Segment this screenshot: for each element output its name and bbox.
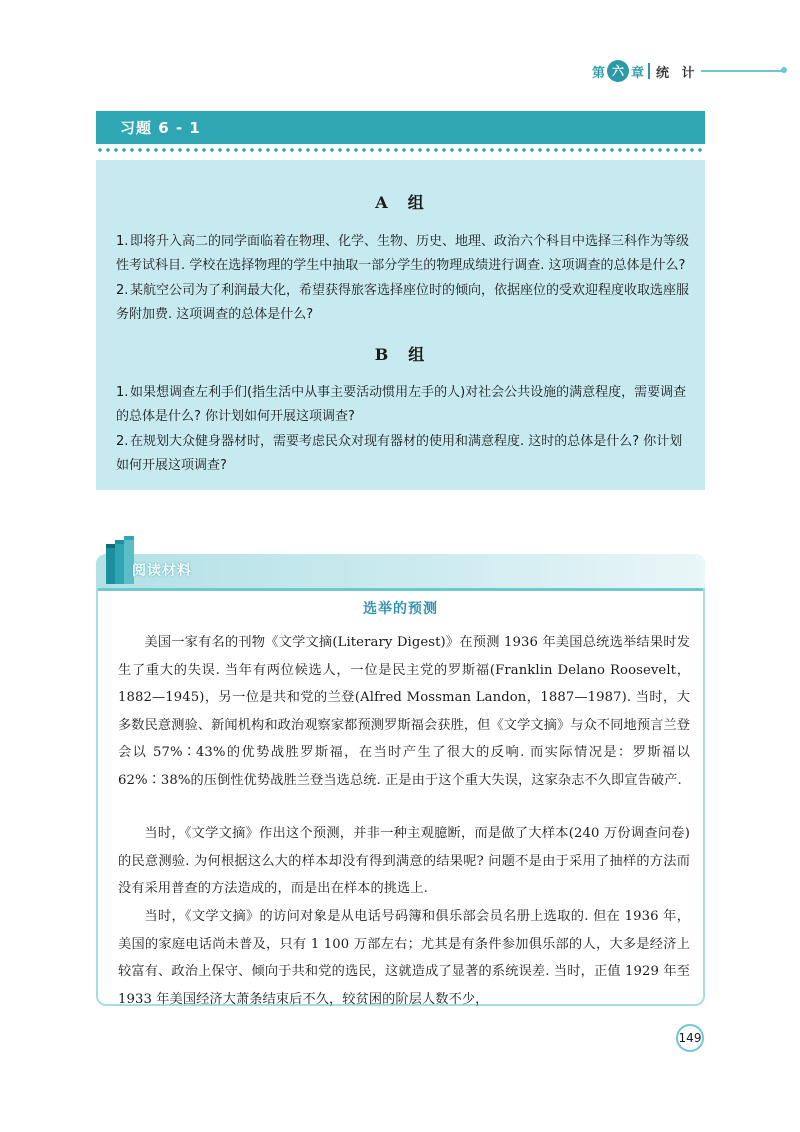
- group-b-question-1: 1. 如果想调查左利手们(指生活中从事主要活动惯用左手的人)对社会公共设施的满意程度，需要调查的总体是什么? 你计划如何开展这项调查?: [116, 385, 687, 424]
- group-b-question-2: 2. 在规划大众健身器材时，需要考虑民众对现有器材的使用和满意程度. 这时的总体是什么? 你计划如何开展这项调查?: [116, 434, 683, 473]
- chapter-number-badge: 六: [607, 60, 629, 82]
- reading-paragraph-2: 当时，《文学文摘》作出这个预测，并非一种主观臆断，而是做了大样本(240 万份调查问卷)的民意测验. 为何根据这么大的样本却没有得到满意的结果呢? 问题不是由于采用了抽样的方法而没有采用普查的方法造成的，而是出在样本的挑选上.: [118, 826, 690, 897]
- dotted-divider: [96, 147, 705, 153]
- group-b-title: B 组: [374, 345, 427, 364]
- header-separator: [648, 63, 650, 79]
- header-rule: [701, 70, 783, 72]
- exercise-header-bar: [96, 111, 705, 144]
- page-number: 149: [676, 1024, 704, 1052]
- exercise-title: 习题 6 - 1: [120, 119, 201, 137]
- group-a-question-1: 1. 即将升入高二的同学面临着在物理、化学、生物、历史、地理、政治六个科目中选择三科作为等级性考试科目. 学校在选择物理的学生中抽取一部分学生的物理成绩进行调查. 这项调查的总体是什么?: [116, 234, 690, 273]
- reading-header-divider: [98, 588, 703, 591]
- running-header: [592, 60, 783, 82]
- reading-paragraph-1: 美国一家有名的刊物《文学文摘(Literary Digest)》在预测 1936 年美国总统选举结果时发生了重大的失误. 当年有两位候选人，一位是民主党的罗斯福(Franklin Delano Roosevelt，1882—1945)，另一位是共和党的兰登(Alfred Mossman Landon，1887—1987). 当时，大多数民意测验、新闻机构和政治观察家都预测罗斯福会获胜，但《文学文摘》与众不同地预言兰登会以 57%∶43%的优势战胜罗斯福，在当时产生了很大的反响. 而实际情况是：罗斯福以 62%∶38%的压倒性优势战胜兰登当选总统. 正是由于这个重大失误，这家杂志不久即宣告破产.: [118, 635, 690, 788]
- group-a-title: A 组: [375, 193, 426, 212]
- chapter-suffix: 章: [631, 65, 645, 81]
- reading-material-label: 阅读材料: [132, 563, 192, 579]
- reading-paragraph-3: 当时，《文学文摘》的访问对象是从电话号码簿和俱乐部会员名册上选取的. 但在 1936 年，美国的家庭电话尚未普及，只有 1 100 万部左右；尤其是有条件参加俱乐部的人，大多是经济上较富有、政治上保守、倾向于共和党的选民，这就造成了显著的系统误差. 当时，正值 1929 年至 1933 年美国经济大萧条结束后不久，较贫困的阶层人数不少，: [118, 909, 690, 1007]
- group-a-question-2: 2. 某航空公司为了利润最大化，希望获得旅客选择座位时的倾向，依据座位的受欢迎程度收取选座服务附加费. 这项调查的总体是什么?: [116, 283, 690, 322]
- chapter-title: 统 计: [656, 65, 699, 81]
- chapter-prefix: 第: [592, 65, 606, 81]
- reading-title: 选举的预测: [363, 601, 438, 617]
- exercise-box: [96, 160, 705, 490]
